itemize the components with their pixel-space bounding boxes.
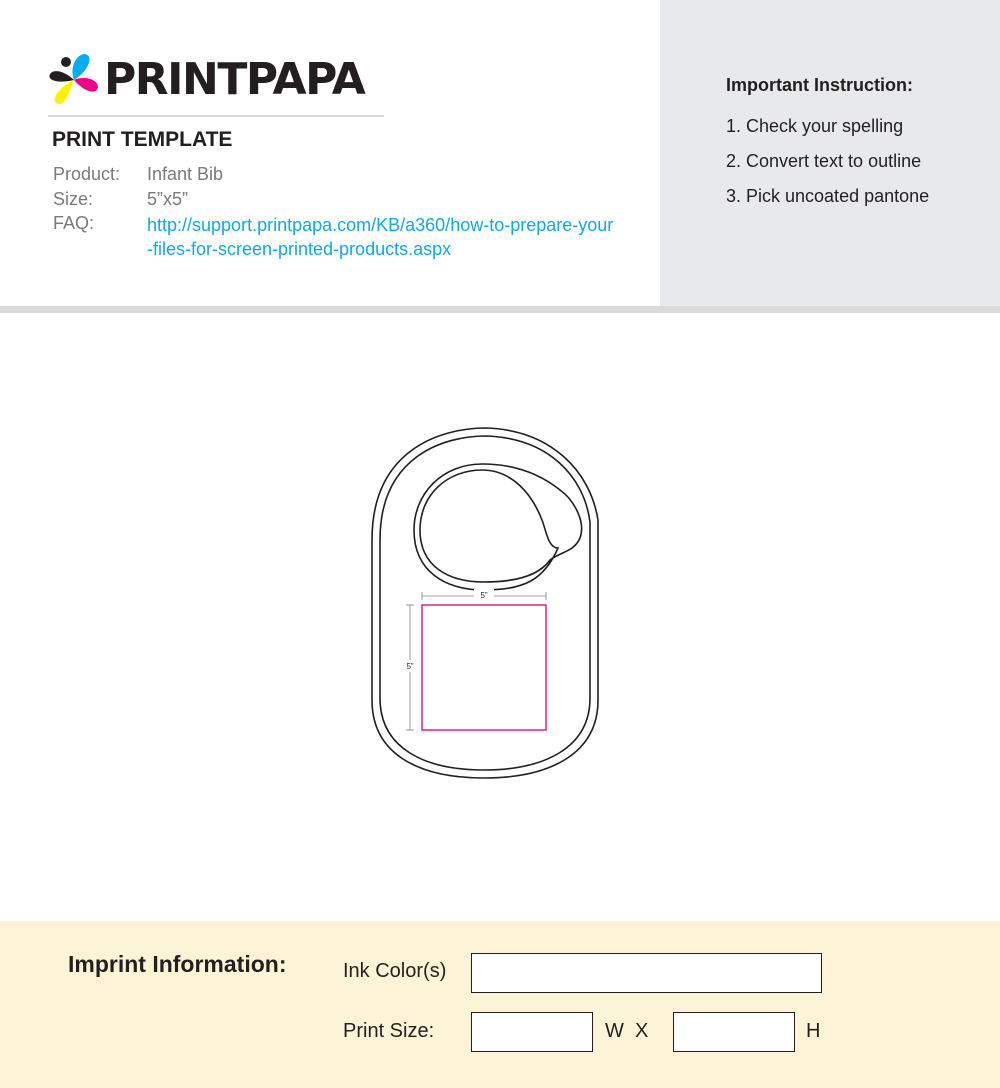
bib-outline [372, 428, 598, 778]
size-label: Size: [53, 189, 94, 209]
product-label: Product: [53, 164, 121, 184]
instruction-item: 1. Check your spelling [726, 116, 904, 136]
infant-bib-template [0, 313, 1000, 921]
width-dimension-label: 5” [480, 591, 488, 600]
print-height-field[interactable] [673, 1012, 795, 1052]
printpapa-logo [48, 52, 364, 108]
size-value: 5”x5” [147, 189, 189, 209]
print-width-field[interactable] [471, 1012, 593, 1052]
logo-divider [48, 115, 384, 117]
faq-link[interactable]: http://support.printpapa.com/KB/a360/how-to-prepare-your-files-for-screen-printed-products.aspx [147, 215, 614, 259]
ink-color-label: Ink Color(s) [343, 960, 447, 982]
brand-name: PRINTPAPA [104, 54, 365, 105]
page-title: PRINT TEMPLATE [52, 128, 233, 151]
faq-label: FAQ: [53, 213, 95, 233]
instruction-item: 3. Pick uncoated pantone [726, 186, 930, 206]
imprint-section [0, 921, 1000, 1088]
print-size-label: Print Size: [343, 1020, 435, 1042]
imprint-title: Imprint Information: [68, 951, 287, 977]
header-divider [0, 306, 1000, 313]
height-dimension-label: 5” [406, 662, 414, 671]
instructions-title: Important Instruction: [726, 75, 913, 95]
print-area [422, 605, 546, 730]
template-canvas [0, 313, 1000, 921]
height-unit-label: H [806, 1020, 821, 1042]
product-value: Infant Bib [147, 164, 224, 184]
ink-color-field[interactable] [471, 953, 822, 993]
neck-hole [414, 464, 582, 590]
instruction-item: 2. Convert text to outline [726, 151, 922, 171]
ink-drops-icon [48, 52, 100, 108]
width-unit-label: W X [605, 1020, 649, 1042]
